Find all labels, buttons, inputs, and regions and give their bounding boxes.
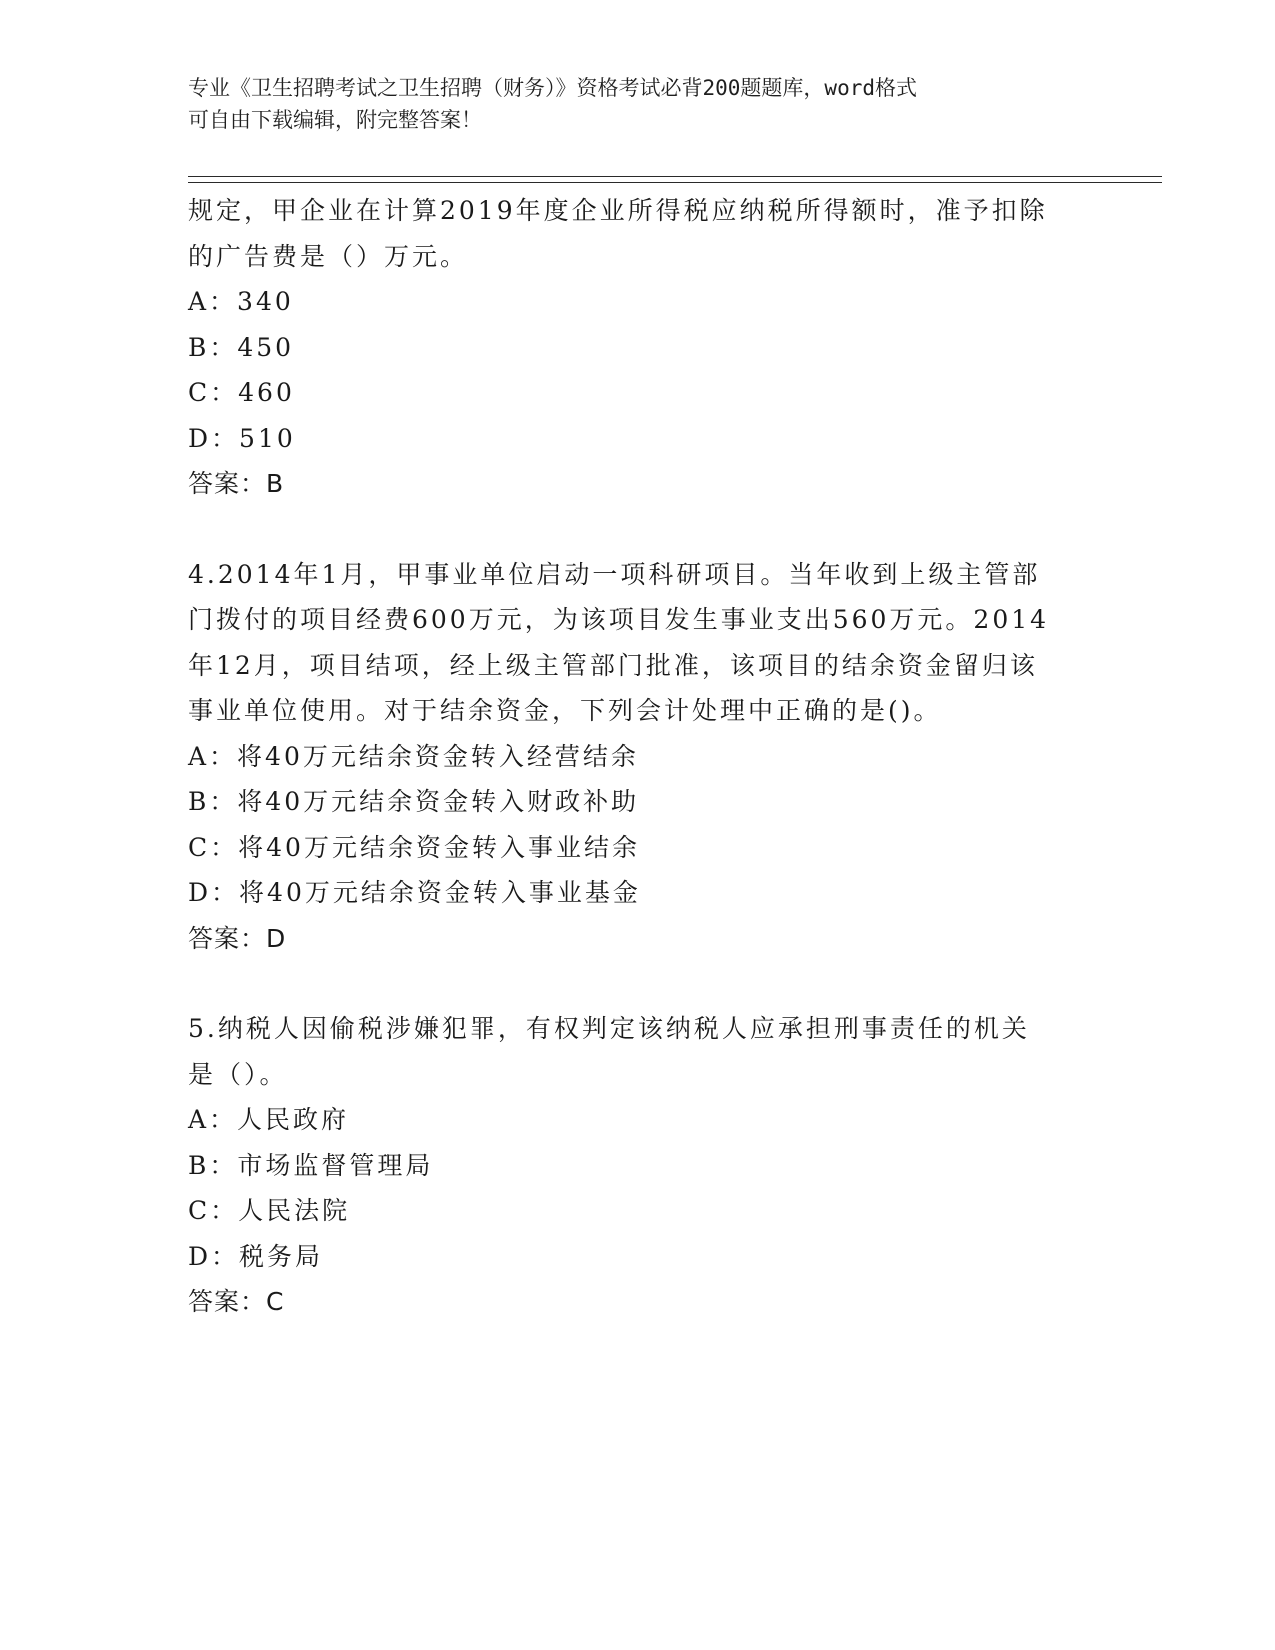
question-5-answer: 答案：C bbox=[188, 1287, 285, 1316]
question-5 bbox=[188, 1006, 1088, 1325]
question-4-option-a: A：将40万元结余资金转入经营结余 bbox=[188, 741, 639, 771]
header-line-1: 专业《卫生招聘考试之卫生招聘（财务）》资格考试必背200题题库，word格式 bbox=[188, 76, 917, 100]
question-4-option-c: C：将40万元结余资金转入事业结余 bbox=[188, 832, 640, 862]
header-divider-bottom bbox=[188, 182, 1162, 183]
question-3-option-d: D：510 bbox=[188, 423, 296, 453]
question-5-option-d: D：税务局 bbox=[188, 1241, 324, 1271]
question-5-option-b: B：市场监督管理局 bbox=[188, 1150, 434, 1180]
question-5-stem-line-1: 5.纳税人因偷税涉嫌犯罪，有权判定该纳税人应承担刑事责任的机关 bbox=[188, 1014, 1030, 1043]
question-gap bbox=[188, 961, 1088, 1006]
question-3-option-a: A：340 bbox=[188, 287, 294, 316]
question-4-option-b: B：将40万元结余资金转入财政补助 bbox=[188, 787, 640, 816]
question-4-option-d: D：将40万元结余资金转入事业基金 bbox=[188, 878, 641, 907]
question-3-option-b: B：450 bbox=[188, 332, 295, 362]
question-4-stem-line-2: 门拨付的项目经费600万元，为该项目发生事业支出560万元。2014 bbox=[188, 605, 1050, 634]
header-line-2: 可自由下载编辑，附完整答案！ bbox=[188, 108, 482, 132]
question-4-stem-line-4: 事业单位使用。对于结余资金，下列会计处理中正确的是()。 bbox=[188, 696, 942, 725]
question-5-option-c: C：人民法院 bbox=[188, 1196, 351, 1225]
header-divider-top bbox=[188, 176, 1162, 177]
document-header bbox=[188, 72, 1068, 136]
question-3-stem-line-2: 的广告费是（）万元。 bbox=[188, 241, 469, 271]
question-3-stem-line-1: 规定，甲企业在计算2019年度企业所得税应纳税所得额时，准予扣除 bbox=[188, 196, 1048, 225]
question-3 bbox=[188, 188, 1088, 507]
question-4 bbox=[188, 552, 1088, 962]
question-3-answer: 答案：B bbox=[188, 469, 285, 498]
question-4-stem-line-3: 年12月，项目结项，经上级主管部门批准，该项目的结余资金留归该 bbox=[188, 650, 1038, 680]
question-4-stem-line-1: 4.2014年1月，甲事业单位启动一项科研项目。当年收到上级主管部 bbox=[188, 559, 1041, 589]
question-5-stem-line-2: 是（）。 bbox=[188, 1059, 288, 1089]
question-3-option-c: C：460 bbox=[188, 378, 295, 407]
question-4-answer: 答案：D bbox=[188, 923, 287, 953]
question-gap bbox=[188, 507, 1088, 552]
questions-content bbox=[188, 188, 1088, 1325]
question-5-option-a: A：人民政府 bbox=[188, 1105, 350, 1134]
